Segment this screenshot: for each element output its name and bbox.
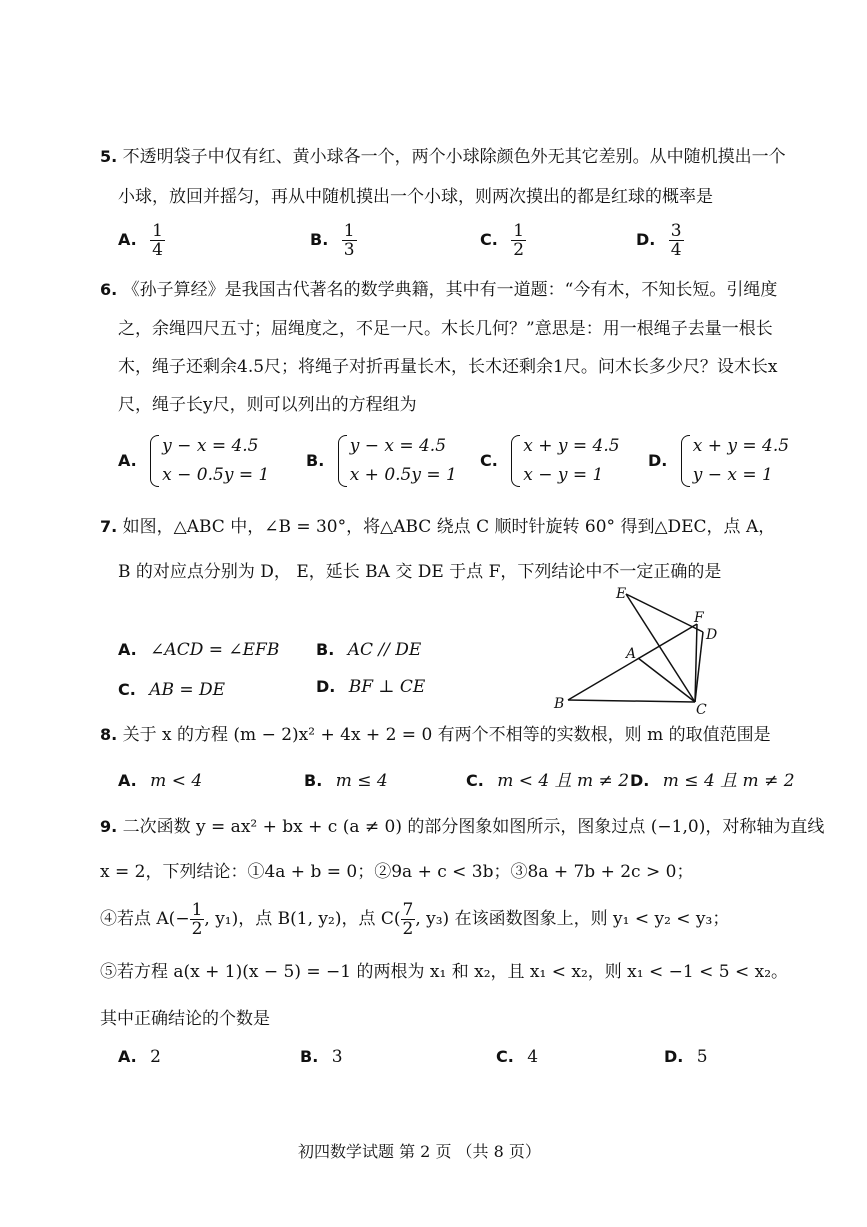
q8-number: 8.: [100, 725, 118, 744]
q7-option-d: D. BF ⊥ CE: [316, 677, 426, 697]
label-a: A: [626, 646, 637, 662]
q9-line2: x = 2，下列结论：①4a + b = 0；②9a + c < 3b；③8a + 7b + 2c > 0；: [100, 862, 694, 882]
q8-option-d: D. m ≤ 4 且 m ≠ 2: [630, 771, 795, 791]
q6-option-a-system: y − x = 4.5 x − 0.5y = 1: [150, 432, 269, 490]
label-c: C: [696, 702, 707, 717]
q5-option-a-fraction: $\frac{1}{4}$: [152, 221, 163, 260]
q6-text-1: 《孙子算经》是我国古代著名的数学典籍，其中有一道题：“今有木，不知长短。引绳度: [122, 280, 778, 300]
q6-line1: [100, 279, 777, 301]
q9-option-d: D. 5: [664, 1047, 708, 1067]
q5-option-a: A. $\frac{1}{4}$: [118, 221, 163, 260]
q7-option-c: C. AB = DE: [118, 680, 226, 700]
q6-option-b-system: y − x = 4.5 x + 0.5y = 1: [338, 432, 457, 490]
q5-option-b: B. $\frac{1}{3}$: [310, 221, 355, 260]
q7-line2: B 的对应点分别为 D， E，延长 BA 交 DE 于点 F，下列结论中不一定正确的是: [118, 562, 722, 582]
q7-number: 7.: [100, 517, 118, 536]
q6-option-d-system: x + y = 4.5 y − x = 1: [681, 432, 789, 490]
q9-fraction-seven-halves: $\frac{7}{2}$: [402, 900, 414, 939]
q7-figure: [540, 582, 740, 717]
q9-line4: ⑤若方程 a(x + 1)(x − 5) = −1 的两根为 x₁ 和 x₂，且 x₁ < x₂，则 x₁ < −1 < 5 < x₂。: [100, 962, 789, 982]
segment-bc: [568, 700, 695, 702]
q6-option-a: A. y − x = 4.5 x − 0.5y = 1: [118, 432, 269, 490]
q5-line2: 小球，放回并摇匀，再从中随机摸出一个小球，则两次摸出的都是红球的概率是: [118, 187, 713, 207]
q8-option-c: C. m < 4 且 m ≠ 2: [466, 771, 630, 791]
q6-line3: 木，绳子还剩余4.5尺；将绳子对折再量长木，长木还剩余1尺。问木长多少尺？设木长x: [118, 357, 778, 377]
q6-line2: 之，余绳四尺五寸；屈绳度之，不足一尺。木长几何？”意思是：用一根绳子去量一根长: [118, 319, 773, 339]
q5-text-1: 不透明袋子中仅有红、黄小球各一个，两个小球除颜色外无其它差别。从中随机摸出一个: [122, 147, 786, 167]
q6-number: 6.: [100, 280, 118, 299]
q5-number: 5.: [100, 147, 118, 166]
q8-text-1: 关于 x 的方程 (m − 2)x² + 4x + 2 = 0 有两个不相等的实数根，则 m 的取值范围是: [122, 725, 771, 745]
q8-option-b: B. m ≤ 4: [304, 771, 388, 791]
q6-option-c: C. x + y = 4.5 x − y = 1: [480, 432, 620, 490]
q9-line5: 其中正确结论的个数是: [100, 1009, 270, 1029]
q9-line1: [100, 816, 824, 838]
q8-option-a: A. m < 4: [118, 771, 203, 791]
q6-option-c-system: x + y = 4.5 x − y = 1: [511, 432, 619, 490]
label-e: E: [616, 586, 627, 602]
q6-option-b: B. y − x = 4.5 x + 0.5y = 1: [306, 432, 457, 490]
q7-text-1: 如图，△ABC 中，∠B = 30°，将△ABC 绕点 C 顺时针旋转 60° 得到△DEC，点 A，: [122, 517, 776, 537]
q7-option-a: A. ∠ACD = ∠EFB: [118, 640, 280, 660]
label-f: F: [694, 610, 704, 626]
q5-option-d-fraction: $\frac{3}{4}$: [670, 221, 682, 260]
q5-option-c-fraction: $\frac{1}{2}$: [513, 221, 525, 260]
q6-option-d: D. x + y = 4.5 y − x = 1: [648, 432, 789, 490]
q9-line3: ④若点 A(− $\frac{1}{2}$ , y₁)，点 B(1, y₂)，点 C( $\frac{7}{2}$ , y₃) 在该函数图象上，则 y₁ < y₂ < y₃；: [100, 900, 730, 939]
label-b: B: [554, 696, 565, 712]
q9-text-1: 二次函数 y = ax² + bx + c (a ≠ 0) 的部分图象如图所示，图象过点 (−1,0)，对称轴为直线: [122, 817, 825, 837]
segment-ac: [638, 658, 695, 702]
q8-line1: [100, 724, 771, 746]
q6-line4: 尺，绳子长y尺，则可以列出的方程组为: [118, 395, 417, 415]
q7-option-b: B. AC // DE: [316, 640, 422, 660]
page-footer: 初四数学试题 第 2 页 （共 8 页）: [298, 1142, 541, 1161]
q9-fraction-half: $\frac{1}{2}$: [191, 900, 203, 939]
label-d: D: [706, 627, 718, 643]
q7-line1: [100, 516, 775, 538]
q9-option-b: B. 3: [300, 1047, 343, 1067]
q5-option-d: D. $\frac{3}{4}$: [636, 221, 682, 260]
q5-option-b-fraction: $\frac{1}{3}$: [343, 221, 355, 260]
q5-option-c: C. $\frac{1}{2}$: [480, 221, 525, 260]
q9-option-a: A. 2: [118, 1047, 161, 1067]
q9-option-c: C. 4: [496, 1047, 539, 1067]
q5-line1: [100, 146, 786, 168]
q9-number: 9.: [100, 817, 118, 836]
